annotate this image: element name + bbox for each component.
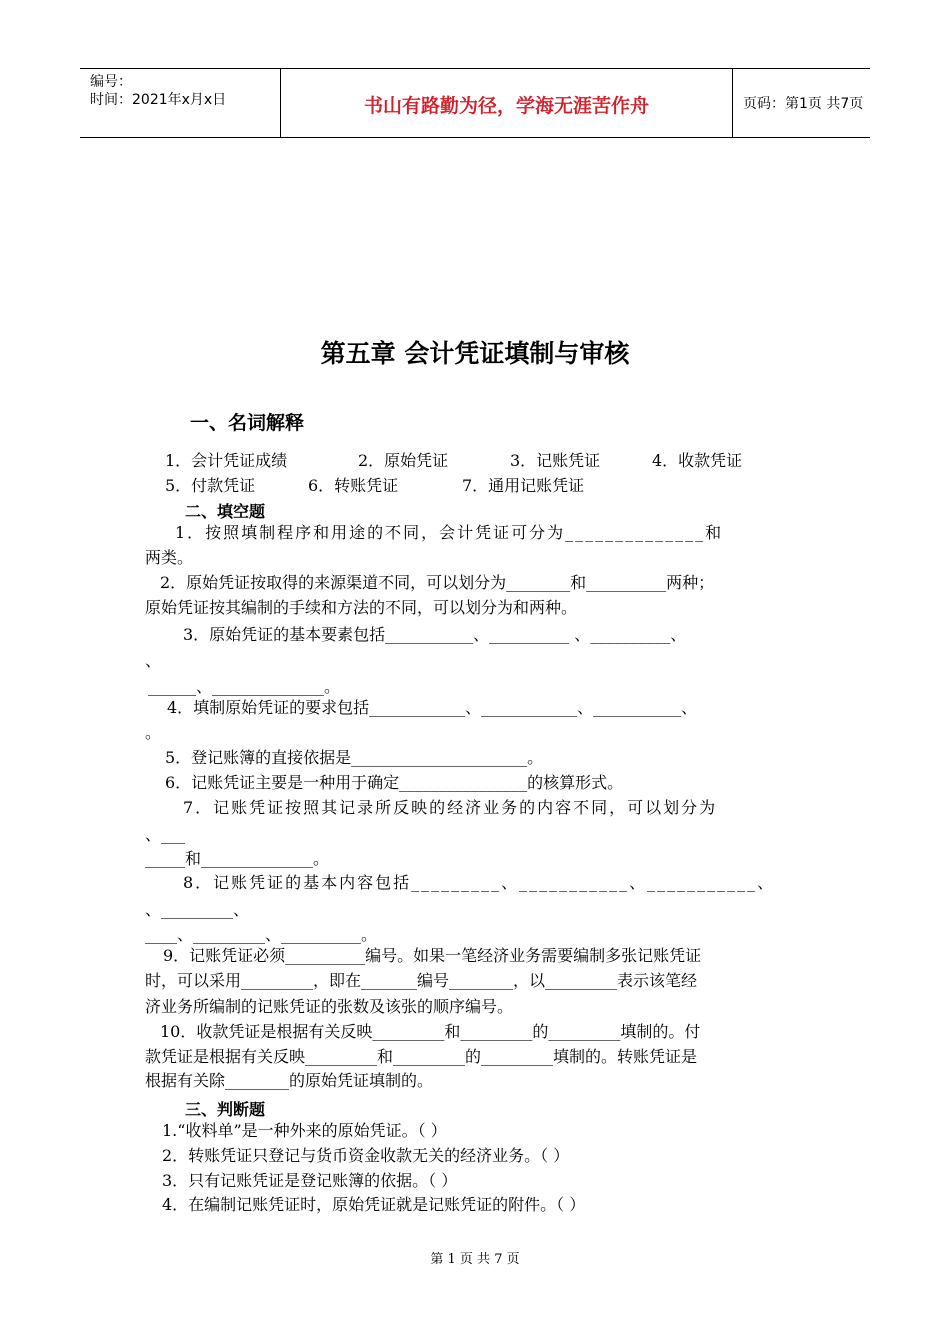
question-line: 8．记账凭证的基本内容包括_________、___________、___________、 [183, 873, 776, 892]
question-line: 5．登记账簿的直接依据是______________________。 [165, 748, 544, 767]
question-line: 原始凭证按其编制的手续和方法的不同，可以划分为和两种。 [145, 598, 578, 617]
header-page-cell [733, 69, 870, 137]
time-label: 时间：2021年x月x日 [90, 92, 227, 108]
term-item: 1．会计凭证成绩 [165, 451, 288, 470]
question-line: _____和______________。 [145, 849, 330, 868]
question-line: 9．记账凭证必须__________编号。如果一笔经济业务需要编制多张记账凭证 [163, 946, 702, 965]
term-item: 3．记账凭证 [510, 451, 601, 470]
judge-line: 4．在编制记账凭证时，原始凭证就是记账凭证的附件。（ ） [162, 1195, 586, 1214]
question-line: 1．按照填制程序和用途的不同，会计凭证可分为______________和 [175, 523, 724, 542]
question-line: 10．收款凭证是根据有关反映_________和_________的_________填制的。付 [160, 1022, 701, 1041]
question-line: 、___ [145, 825, 186, 844]
question-line: 2．原始凭证按取得的来源渠道不同，可以划分为________和__________两种； [160, 573, 715, 592]
question-line: 根据有关除________的原始凭证填制的。 [145, 1071, 434, 1090]
section-heading-terms: 一、名词解释 [190, 412, 305, 434]
question-line: 、_________、 [145, 900, 250, 919]
question-line: 3．原始凭证的基本要素包括___________、__________ 、__________、 [183, 625, 687, 644]
question-line: ____、_________、__________。 [145, 925, 378, 944]
number-label: 编号： [90, 74, 132, 90]
judge-line: 2．转账凭证只登记与货币资金收款无关的经济业务。（ ） [162, 1146, 570, 1165]
section-heading-judge: 三、判断题 [185, 1100, 266, 1119]
question-line: 6．记账凭证主要是一种用于确定________________的核算形式。 [165, 773, 624, 792]
question-line: 两类。 [145, 548, 194, 567]
question-line: ______、______________。 [148, 677, 341, 696]
term-item: 4．收款凭证 [652, 451, 743, 470]
judge-line: 1.“收料单”是一种外来的原始凭证。（ ） [162, 1121, 447, 1140]
question-line: 4．填制原始凭证的要求包括____________、____________、___________、 [167, 698, 698, 717]
question-line: 款凭证是根据有关反映_________和_________的_________填制的。转账凭证是 [145, 1047, 698, 1066]
term-item: 5．付款凭证 [165, 476, 256, 495]
term-item: 6．转账凭证 [308, 476, 399, 495]
term-item: 7．通用记账凭证 [462, 476, 585, 495]
chapter-title: 第五章 会计凭证填制与审核 [320, 339, 630, 368]
section-heading-fill: 二、填空题 [185, 502, 266, 521]
question-line: 济业务所编制的记账凭证的张数及该张的顺序编号。 [145, 997, 514, 1016]
term-item: 2．原始凭证 [358, 451, 449, 470]
page-label: 页码：第1页 共7页 [743, 96, 864, 112]
question-line: 时，可以采用_________，即在_______编号________，以_________表示该笔经 [145, 971, 698, 990]
question-line: 、 [145, 651, 162, 670]
question-line: 。 [145, 723, 162, 742]
page-footer: 第 1 页 共 7 页 [430, 1252, 520, 1267]
judge-line: 3．只有记账凭证是登记账簿的依据。（ ） [162, 1171, 458, 1190]
header-table [80, 68, 870, 138]
header-motto-cell [280, 69, 733, 137]
header-meta-cell [80, 69, 280, 137]
question-line: 7．记账凭证按照其记录所反映的经济业务的内容不同，可以划分为 [183, 798, 718, 817]
motto: 书山有路勤为径，学海无涯苦作舟 [363, 95, 649, 117]
